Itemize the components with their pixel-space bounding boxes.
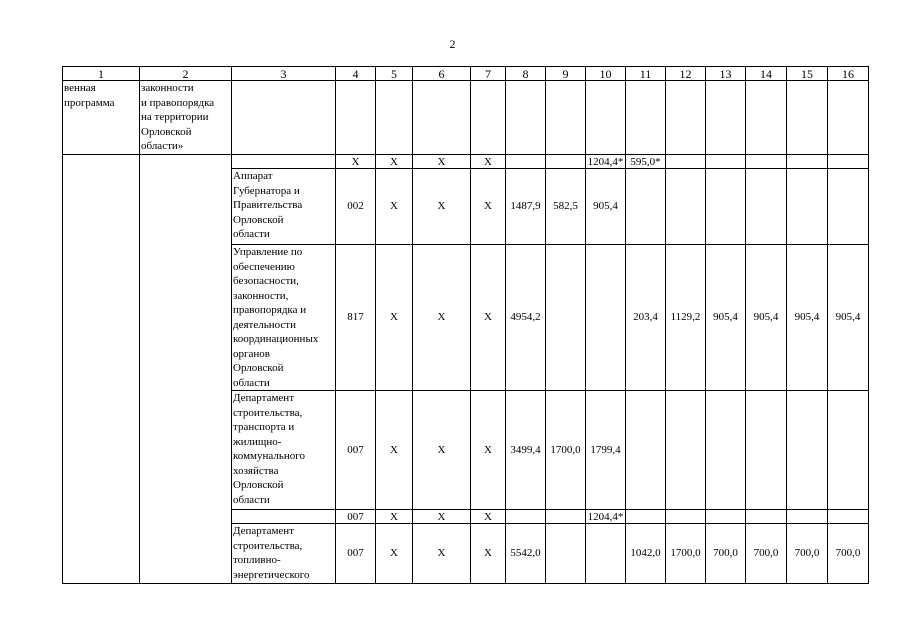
table-cell: 905,4 <box>706 245 746 391</box>
table-cell: 700,0 <box>787 524 828 584</box>
header-cell: 6 <box>413 67 471 81</box>
table-cell: X <box>376 391 413 510</box>
table-cell: X <box>471 169 506 245</box>
table-row <box>63 155 869 169</box>
table-cell: X <box>376 524 413 584</box>
empty-cell <box>63 155 140 584</box>
header-cell: 13 <box>706 67 746 81</box>
page-number: 2 <box>449 37 456 51</box>
program-title-cell: законности и правопорядка на территории Орловской области» <box>140 81 232 155</box>
table-cell: 582,5 <box>546 169 586 245</box>
table-cell: X <box>376 245 413 391</box>
table-cell: 905,4 <box>746 245 787 391</box>
table-cell: 5542,0 <box>506 524 546 584</box>
header-cell: 7 <box>471 67 506 81</box>
header-cell: 10 <box>586 67 626 81</box>
table-cell: 3499,4 <box>506 391 546 510</box>
table-cell: X <box>376 169 413 245</box>
table-cell: 905,4 <box>828 245 869 391</box>
header-cell: 15 <box>787 67 828 81</box>
table-cell: X <box>471 524 506 584</box>
table-cell: 1129,2 <box>666 245 706 391</box>
header-cell: 1 <box>63 67 140 81</box>
agency-name-cell: Управление по обеспечению безопасности, законности, правопорядка и деятельности координационных органов Орловской области <box>232 245 336 391</box>
table-cell: 1204,4* <box>586 510 626 524</box>
table-row <box>63 81 869 155</box>
table-cell: 4954,2 <box>506 245 546 391</box>
agency-name-cell: Департамент строительства, топливно- энергетического <box>232 524 336 584</box>
table-cell: 1487,9 <box>506 169 546 245</box>
budget-table <box>62 66 869 584</box>
table-cell: 1799,4 <box>586 391 626 510</box>
table-cell: X <box>413 169 471 245</box>
program-name-cell: венная программа <box>63 81 140 155</box>
agency-name-cell: Департамент строительства, транспорта и жилищно- коммунального хозяйства Орловской области <box>232 391 336 510</box>
header-cell: 16 <box>828 67 869 81</box>
table-cell: 700,0 <box>706 524 746 584</box>
table-cell: 905,4 <box>586 169 626 245</box>
table-cell: 595,0* <box>626 155 666 169</box>
table-cell: 700,0 <box>746 524 787 584</box>
table-cell: X <box>471 245 506 391</box>
table-cell: 817 <box>336 245 376 391</box>
header-row <box>63 67 869 81</box>
table-cell: X <box>413 524 471 584</box>
table-cell: X <box>471 155 506 169</box>
table-cell: X <box>376 155 413 169</box>
empty-cell <box>140 155 232 584</box>
table-cell: X <box>413 391 471 510</box>
header-cell: 2 <box>140 67 232 81</box>
table-cell: 007 <box>336 510 376 524</box>
header-cell: 14 <box>746 67 787 81</box>
table-cell: X <box>336 155 376 169</box>
table-cell: 700,0 <box>828 524 869 584</box>
table-cell: 007 <box>336 391 376 510</box>
table-cell: 905,4 <box>787 245 828 391</box>
table-cell: X <box>413 510 471 524</box>
header-cell: 4 <box>336 67 376 81</box>
table-cell: 1204,4* <box>586 155 626 169</box>
table-cell: X <box>413 155 471 169</box>
table-cell: 1700,0 <box>546 391 586 510</box>
header-cell: 9 <box>546 67 586 81</box>
header-cell: 11 <box>626 67 666 81</box>
header-cell: 8 <box>506 67 546 81</box>
agency-name-cell: Аппарат Губернатора и Правительства Орловской области <box>232 169 336 245</box>
table-cell: 002 <box>336 169 376 245</box>
header-cell: 3 <box>232 67 336 81</box>
table-cell: 1042,0 <box>626 524 666 584</box>
table-cell: 007 <box>336 524 376 584</box>
table-cell: 203,4 <box>626 245 666 391</box>
table-cell: X <box>471 510 506 524</box>
header-cell: 12 <box>666 67 706 81</box>
table-cell: X <box>471 391 506 510</box>
table-cell: X <box>413 245 471 391</box>
header-cell: 5 <box>376 67 413 81</box>
table-cell: 1700,0 <box>666 524 706 584</box>
table-cell: X <box>376 510 413 524</box>
